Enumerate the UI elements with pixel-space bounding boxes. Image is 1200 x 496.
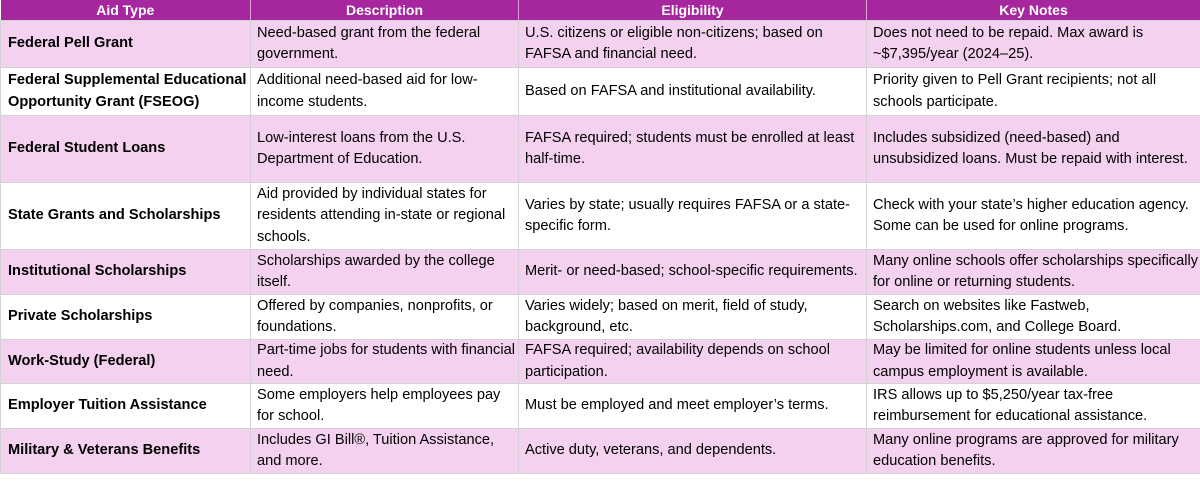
cell-aid-type: State Grants and Scholarships [1,183,251,250]
cell-eligibility: FAFSA required; availability depends on school participation. [519,340,867,384]
cell-description: Includes GI Bill®, Tuition Assistance, and more. [251,429,519,474]
cell-key-notes: May be limited for online students unless local campus employment is available. [867,340,1200,384]
cell-aid-type: Private Scholarships [1,295,251,340]
table-row [1,250,1200,295]
cell-eligibility: Must be employed and meet employer’s terms. [519,384,867,429]
cell-key-notes: Many online schools offer scholarships specifically for online or returning students. [867,250,1200,295]
table-row [1,116,1200,183]
cell-aid-type: Federal Supplemental Educational Opportunity Grant (FSEOG) [1,68,251,116]
cell-aid-type: Military & Veterans Benefits [1,429,251,474]
cell-eligibility: Merit- or need-based; school-specific requirements. [519,250,867,295]
cell-description: Part-time jobs for students with financial need. [251,340,519,384]
table-body [1,21,1200,474]
header-description: Description [251,0,519,21]
cell-eligibility: Varies by state; usually requires FAFSA or a state-specific form. [519,183,867,250]
cell-key-notes: Priority given to Pell Grant recipients; not all schools participate. [867,68,1200,116]
cell-aid-type: Institutional Scholarships [1,250,251,295]
header-aid-type: Aid Type [1,0,251,21]
cell-description: Some employers help employees pay for school. [251,384,519,429]
cell-eligibility: Varies widely; based on merit, field of study, background, etc. [519,295,867,340]
cell-key-notes: Many online programs are approved for military education benefits. [867,429,1200,474]
cell-description: Scholarships awarded by the college itself. [251,250,519,295]
cell-aid-type: Employer Tuition Assistance [1,384,251,429]
table-row [1,68,1200,116]
table-header [1,0,1200,21]
cell-description: Low-interest loans from the U.S. Department of Education. [251,116,519,183]
table-row [1,384,1200,429]
header-key-notes: Key Notes [867,0,1200,21]
cell-aid-type: Work-Study (Federal) [1,340,251,384]
table-row [1,429,1200,474]
cell-key-notes: Includes subsidized (need-based) and unsubsidized loans. Must be repaid with interest. [867,116,1200,183]
cell-key-notes: Does not need to be repaid. Max award is ~$7,395/year (2024–25). [867,21,1200,68]
table-row [1,340,1200,384]
cell-aid-type: Federal Pell Grant [1,21,251,68]
table-row [1,295,1200,340]
cell-eligibility: Based on FAFSA and institutional availability. [519,68,867,116]
cell-key-notes: Search on websites like Fastweb, Scholarships.com, and College Board. [867,295,1200,340]
cell-description: Aid provided by individual states for residents attending in-state or regional schools. [251,183,519,250]
table-row [1,21,1200,68]
cell-eligibility: U.S. citizens or eligible non-citizens; based on FAFSA and financial need. [519,21,867,68]
cell-description: Need-based grant from the federal government. [251,21,519,68]
cell-eligibility: FAFSA required; students must be enrolled at least half-time. [519,116,867,183]
cell-key-notes: IRS allows up to $5,250/year tax-free reimbursement for educational assistance. [867,384,1200,429]
header-row [1,0,1200,21]
cell-key-notes: Check with your state’s higher education agency. Some can be used for online programs. [867,183,1200,250]
cell-aid-type: Federal Student Loans [1,116,251,183]
table-row [1,183,1200,250]
cell-description: Additional need-based aid for low-income students. [251,68,519,116]
header-eligibility: Eligibility [519,0,867,21]
cell-eligibility: Active duty, veterans, and dependents. [519,429,867,474]
cell-description: Offered by companies, nonprofits, or foundations. [251,295,519,340]
